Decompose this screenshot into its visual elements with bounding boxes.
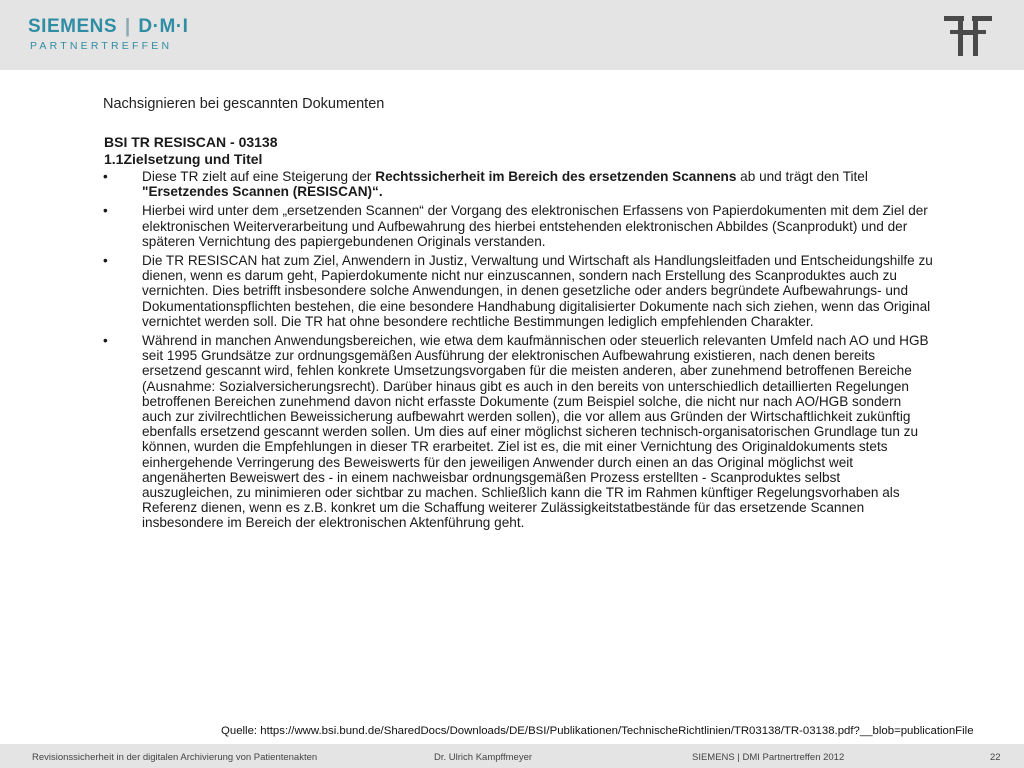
source-link[interactable]: Quelle: https://www.bsi.bund.de/SharedDocs/Downloads/DE/BSI/Publikationen/TechnischeRichtlinien/TR03138/TR-03138.pdf?__blob=publicationFile [221,725,974,737]
bullet-text: Die TR RESISCAN hat zum Ziel, Anwendern in Justiz, Verwaltung und Wirtschaft als Handlungsleitfaden und Entscheidungshilfe zu dienen, wenn es darum geht, Papierdokumente nicht nur einzuscannen, sondern nach Erstellung des Scanproduktes auch zu vernichten. Dies betrifft insbesondere solche Anwendungen, in denen gesetzliche oder anders begründete Aufbewahrungs- und Dokumentationspflichten bestehen, die eine besondere Handhabung digitalisierter Dokumente nach sich ziehen, wenn das Original vernichtet werden soll. Die TR hat ohne besondere rechtliche Bestimmungen lediglich empfehlenden Charakter. [142,253,933,329]
slide-content [103,134,933,535]
section-subheading: 1.1Zielsetzung und Titel [104,151,263,167]
bullet-text-bold: Rechtssicherheit im Bereich des ersetzenden Scannens [375,169,737,184]
footer-presentation-title: Revisionssicherheit in der digitalen Archivierung von Patientenakten [32,752,318,763]
bullet-icon: • [103,203,108,219]
logo-brand: SIEMENS | D·M·I [28,16,189,37]
footer-author: Dr. Ulrich Kampffmeyer [434,752,533,763]
bullet-item [103,333,933,531]
bullet-text-post: ab und trägt den Titel [736,169,868,184]
footer-page-number: 22 [990,752,1001,763]
bullet-item [103,253,933,329]
bullet-text-bold-title: "Ersetzendes Scannen (RESISCAN)“. [142,184,383,200]
slide-title: Nachsignieren bei gescannten Dokumenten [103,96,385,112]
footer-event: SIEMENS | DMI Partnertreffen 2012 [692,752,845,763]
bullet-item [103,203,933,249]
bullet-text-pre: Diese TR zielt auf eine Steigerung der [142,169,376,184]
bullet-item [103,169,933,199]
slide-header [0,0,1024,70]
bullet-icon: • [103,169,108,184]
bullet-text: Während in manchen Anwendungsbereichen, wie etwa dem kaufmännischen oder steuerlich relevanten Umfeld nach AO und HGB seit 1995 Grundsätze zur ordnungsgemäßen Ausführung der elektronischen Aufbewahrung existieren, nach denen bereits ersetzend gescannt wird, fehlen konkrete Umsetzungsvorgaben für die meisten anderen, aber zunehmend betroffenen Bereiche (Ausnahme: Sozialversicherungsrecht). Darüber hinaus gibt es auch in den bereits von unterschiedlich detaillierten Regelungen betroffenen Bereichen zunehmend davon nicht erfasste Dokumente (zum Beispiel solche, die nicht nur nach AO/HGB sondern auch zur zivilrechtlichen Beweissicherung aufbewahrt werden sollen), die vor allem aus Gründen der Wirtschaftlichkeit zukünftig ebenfalls ersetzend gescannt werden sollen. Um dies auf einer möglichst sicheren technisch-organisatorischen Grundlage tun zu können, wurden die Empfehlungen in dieser TR erarbeitet. Ziel ist es, die mit einer Vernichtung des Originaldokuments stets einhergehende Verringerung des Beweiswerts für den jeweiligen Anwender durch einen an das Original möglichst weit angenäherten Beweiswert des - in einem nachweisbar ordnungsgemäßen Prozess erstellten - Scanproduktes selbst auszugleichen, zu minimieren oder sichtbar zu machen. Schließlich kann die TR im Rahmen künftiger Regelungsvorhaben als Referenz dienen, wenn es z.B. konkret um die Schaffung weiterer Zulässigkeitstatbestände für das ersetzende Scannen insbesondere im Bereich der elektronischen Aktenführung geht. [142,333,929,531]
bullet-list [103,169,933,531]
bullet-icon: • [103,253,108,269]
logo-product-name: D·M·I [138,16,189,37]
siemens-dmi-logo [26,16,189,54]
logo-subtitle: PARTNERTREFFEN [30,40,173,52]
bullet-icon: • [103,333,108,349]
logo-brand-name: SIEMENS [28,16,118,37]
bullet-text: Hierbei wird unter dem „ersetzenden Scannen“ der Vorgang des elektronischen Erfassens von Papierdokumenten mit dem Ziel der elektronischen Weiterverarbeitung und Aufbewahrung des hierbei entstehenden elektronischen Abbildes (Scanprodukt) und der späteren Vernichtung des papiergebundenen Originals verstanden. [142,203,928,249]
section-heading: BSI TR RESISCAN - 03138 [104,134,278,150]
ff-logo-icon [944,16,992,56]
slide-footer [0,744,1024,768]
